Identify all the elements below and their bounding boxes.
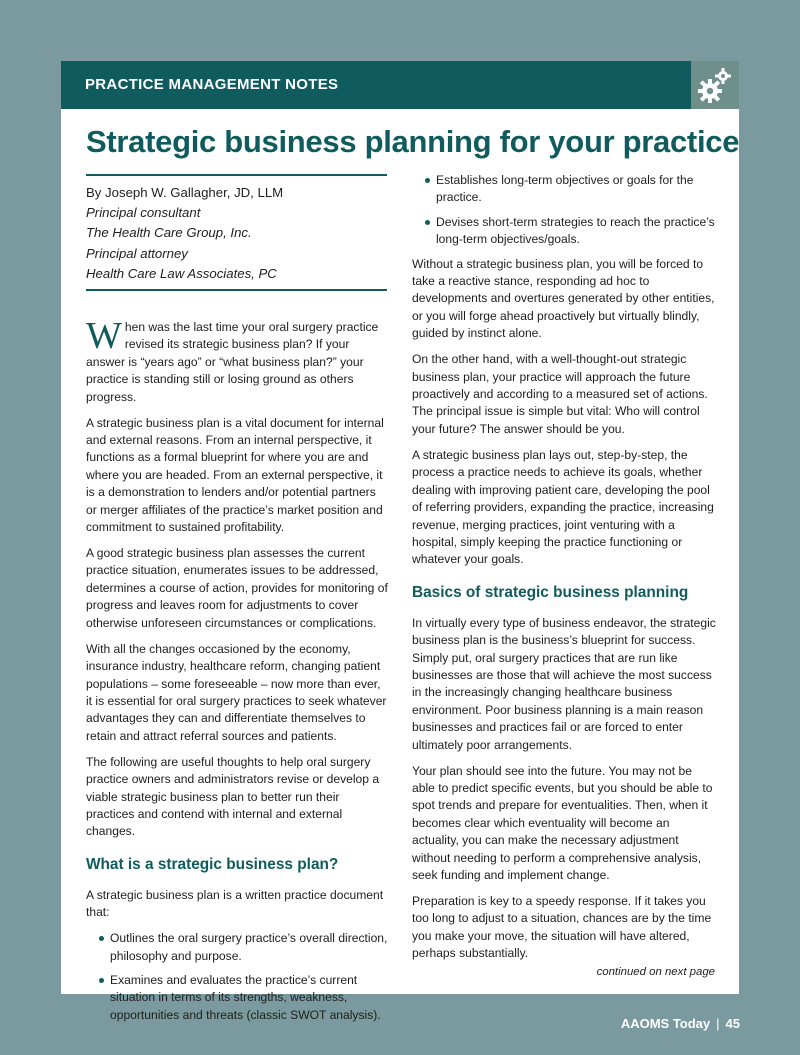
author-title-1: Principal consultant bbox=[86, 205, 201, 221]
continued-note: continued on next page bbox=[596, 966, 715, 978]
footer-separator: | bbox=[716, 1016, 720, 1031]
drop-cap: W bbox=[86, 315, 122, 357]
list-item: Establishes long-term objectives or goals for the practice. bbox=[412, 172, 716, 207]
paragraph: Your plan should see into the future. You may not be able to predict specific events, but you should be able to spot trends and prepare for eventualities. Then, when it becomes clear which eventuality will become an actuality, you can make the necessary adjustment without needing to perform a comprehensive analysis, seek funding and implement change. bbox=[412, 763, 713, 882]
article-page bbox=[61, 61, 740, 1022]
paragraph: In virtually every type of business endeavor, the strategic business plan is the business’s blueprint for success. Simply put, oral surgery practices that are run like businesses are those that will achieve the most success in the increasingly changing healthcare business environment. Poor business planning is a main reason businesses and practices fail or are forced to enter ultimately poor arrangements. bbox=[412, 615, 716, 752]
list-item: Outlines the oral surgery practice’s overall direction, philosophy and purpose. bbox=[86, 930, 388, 965]
right-column bbox=[412, 172, 716, 971]
section-title: PRACTICE MANAGEMENT NOTES bbox=[85, 76, 339, 93]
byline bbox=[86, 183, 386, 284]
page-number: 45 bbox=[725, 1016, 740, 1031]
byline-rule-top bbox=[86, 174, 387, 176]
paragraph: A strategic business plan is a vital document for internal and external reasons. From an internal perspective, it functions as a formal blueprint for where you are and where you are headed. From an external perspective, it is a demonstration to lenders and/or potential partners or merger affiliates of the practice’s market position and commitment to sustained profitability. bbox=[86, 415, 384, 535]
paragraph: The following are useful thoughts to help oral surgery practice owners and administrators revise or develop a viable strategic business plan to better run their practices and contend with internal and external changes. bbox=[86, 754, 380, 839]
gears-icon bbox=[697, 66, 733, 104]
section-banner bbox=[61, 61, 739, 109]
paragraph: A strategic business plan is a written practice document that: bbox=[86, 887, 384, 920]
section-heading: Basics of strategic business planning bbox=[412, 583, 689, 601]
paragraph: Without a strategic business plan, you will be forced to take a reactive stance, responding ad hoc to developments and overtures generated by other entities, or you will forge ahead proactively but virtually blindly, guided by instinct alone. bbox=[412, 256, 715, 341]
bullet-list bbox=[412, 172, 716, 249]
article-headline: Strategic business planning for your practice bbox=[86, 124, 740, 159]
paragraph: When was the last time your oral surgery practice revised its strategic business plan? If your answer is “years ago” or “what business plan?” your practice is standing still or losing ground as others progress. bbox=[86, 315, 379, 404]
paragraph: With all the changes occasioned by the economy, insurance industry, healthcare reform, changing patient populations – some foreseeable – now more than ever, it is essential for oral surgery practices to seek whatever advantages they can and differentiate themselves to retain and attract referral sources and patients. bbox=[86, 641, 387, 743]
byline-rule-bottom bbox=[86, 289, 387, 291]
author-org-2: Health Care Law Associates, PC bbox=[86, 265, 277, 281]
gears-icon-box bbox=[691, 61, 739, 109]
left-column bbox=[86, 315, 388, 1031]
bullet-list bbox=[86, 930, 388, 1024]
paragraph: On the other hand, with a well-thought-out strategic business plan, your practice will approach the future proactively and according to a measured set of actions. The principal issue is simple but vital: Who will control your future? The answer should be you. bbox=[412, 352, 708, 436]
list-item: Examines and evaluates the practice’s current situation in terms of its strengths, weakness, opportunities and threats (classic SWOT analysis). bbox=[86, 972, 388, 1024]
author-title-2: Principal attorney bbox=[86, 245, 188, 261]
paragraph: A strategic business plan lays out, step-by-step, the process a practice needs to achieve its goals, whether dealing with improving patient care, developing the pool of referring providers, expanding the practice, increasing revenue, merging practices, joint venturing with a hospital, simply keeping the practice functioning or whatever your goals. bbox=[412, 447, 714, 567]
author: By Joseph W. Gallagher, JD, LLM bbox=[86, 185, 284, 200]
list-item: Devises short-term strategies to reach the practice’s long-term objectives/goals. bbox=[412, 214, 716, 249]
section-heading: What is a strategic business plan? bbox=[86, 855, 339, 873]
publication-name: AAOMS Today bbox=[620, 1016, 711, 1031]
page-footer bbox=[621, 1016, 740, 1031]
paragraph: A good strategic business plan assesses the current practice situation, enumerates issues to be addressed, determines a course of action, provides for monitoring of progress and leaves room for adjustments to cover otherwise unforeseen circumstances or complications. bbox=[86, 546, 388, 630]
author-org-1: The Health Care Group, Inc. bbox=[86, 225, 252, 241]
paragraph: Preparation is key to a speedy response. If it takes you too long to adjust to a situation, chances are by the time you make your move, the situation will have altered, perhaps substantially. bbox=[412, 894, 712, 961]
